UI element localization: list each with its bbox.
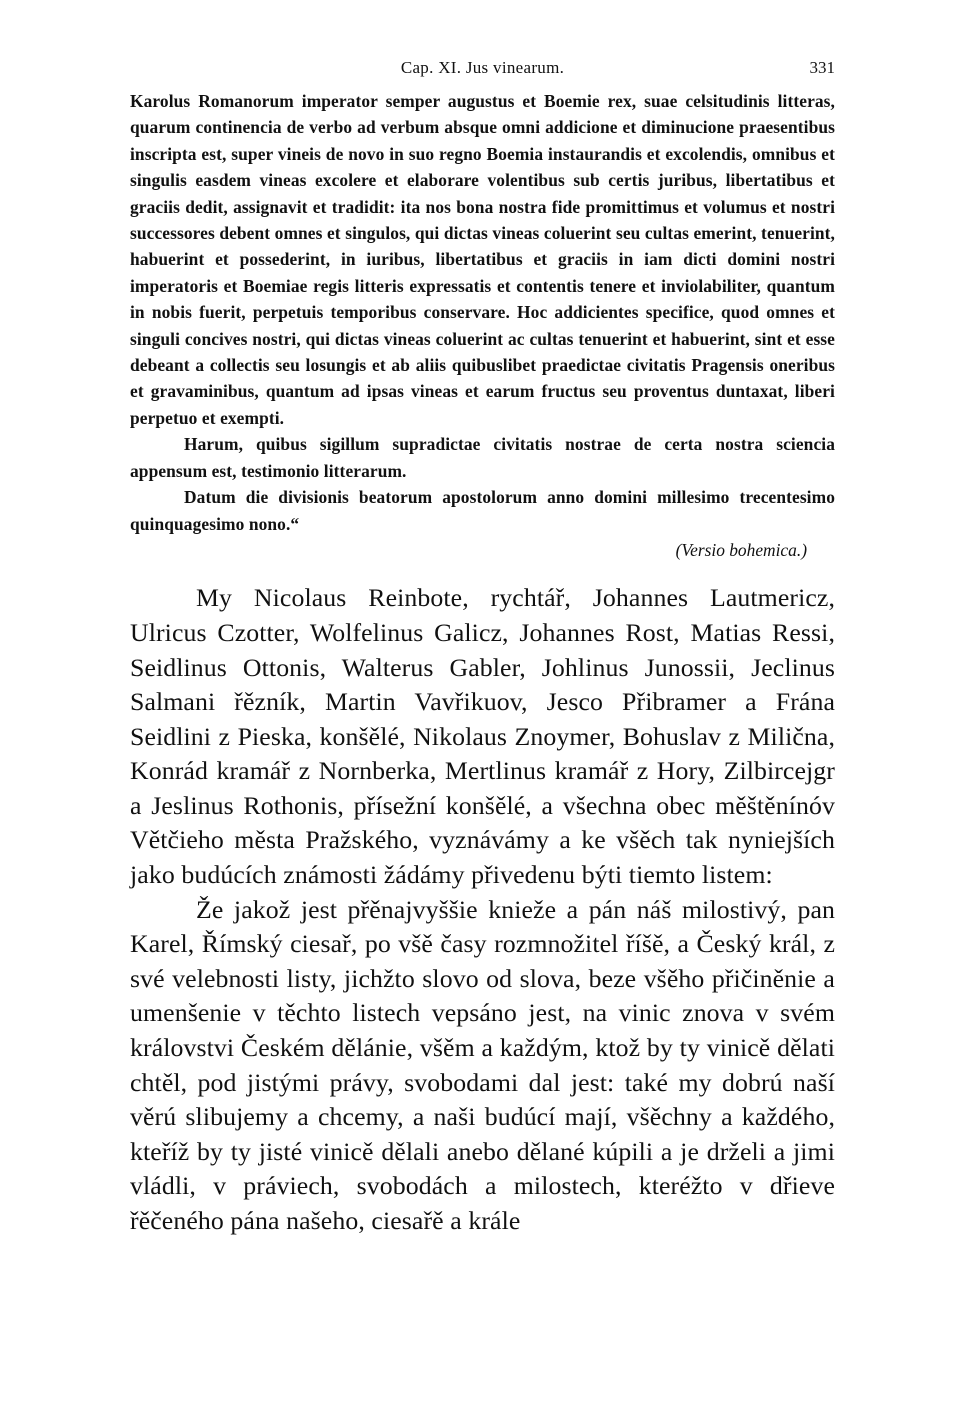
- document-page: [130, 58, 835, 1239]
- latin-paragraph-2: Harum, quibus sigillum supradictae civitatis nostrae de certa nostra sciencia appensum est, testimonio litterarum.: [130, 434, 835, 481]
- latin-paragraph-3: Datum die divisionis beatorum apostolorum anno domini millesimo trecentesimo quinquagesimo nono.“: [130, 487, 835, 534]
- czech-paragraph-2: Že jakož jest přěnajvyššie knieže a pán náš milostivý, pan Karel, Římský ciesař, po všě časy rozmnožitel říšě, a Český král, z své velebnosti listy, jichžto slovo od slova, beze všěho přičiněnie a umenšenie v těchto listech vepsáno jest, na vinic znova v svém královstvi Českém dělánie, všěm a každým, ktož by ty vinicě dělati chtěl, pod jistými právy, svobodami dal jest: také my dobrú naší věrú slibujemy a chcemy, a naši budúcí mají, všěchny a každého, kteříž by ty jisté vinicě dělali anebo dělané kúpili a je drželi a jimi vládli, v práviech, svobodách a milostech, kteréžto v dřieve řěčeného pána našeho, ciesařě a krále: [130, 894, 835, 1235]
- running-title: Cap. XI. Jus vinearum.: [400, 58, 565, 77]
- version-note: (Versio bohemica.): [675, 539, 807, 560]
- latin-paragraph-1: Karolus Romanorum imperator semper augustus et Boemie rex, suae celsitudinis litteras, quarum continencia de verbo ad verbum absque omni addicione et diminucione praesentibus inscripta est, super vineis de novo in suo regno Boemia instaurandis et excolendis, omnibus et singulis easdem vineas excolere et elaborare volentibus sub certis juribus, libertatibus et graciis dedit, assignavit et tradidit: ita nos bona nostra fide promittimus et volumus et nostri successores debent omnes et singulos, qui dictas vineas coluerint seu cultas emerint, tenuerint, habuerint et possederint, in iuribus, libertatibus et graciis in iam dicti domini nostri imperatoris et Boemiae regis litteris expressatis et contentis tenere et inviolabiliter, quantum in nobis fuerit, perpetuis temporibus conservare. Hoc addicientes specifice, quod omnes et singuli concives nostri, qui dictas vineas coluerint ac cultas tenuerint et habuerint, sint et esse debeant a collectis seu losungis et ab aliis quibuslibet praedictae civitatis Pragensis oneribus et gravaminibus, quantum ad ipsas vineas et earum fructus seu proventus duntaxat, liberi perpetuo et exempti.: [130, 91, 835, 428]
- page-number: 331: [809, 58, 835, 77]
- latin-text: [130, 88, 835, 537]
- page-header: [130, 58, 835, 88]
- czech-paragraph-1: My Nicolaus Reinbote, rychtář, Johannes Lautmericz, Ulricus Czotter, Wolfelinus Galicz, Johannes Rost, Matias Ressi, Seidlinus Ottonis, Walterus Gabler, Johlinus Junossii, Jeclinus Salmani řězník, Martin Vavřikuov, Jesco Přibramer a Frána Seidlini z Pieska, konšělé, Nikolaus Znoymer, Bohuslav z Milična, Konrád kramář z Nornberka, Mertlinus kramář z Hory, Zilbircejgr a Jeslinus Rothonis, přísežní konšělé, a všechna obec měštěnínóv Větčieho města Pražského, vyznávámy a ke všěch tak nyniejších jako budúcích známosti žádámy přivedenu býti tiemto listem:: [130, 583, 835, 890]
- czech-text: [130, 581, 835, 1238]
